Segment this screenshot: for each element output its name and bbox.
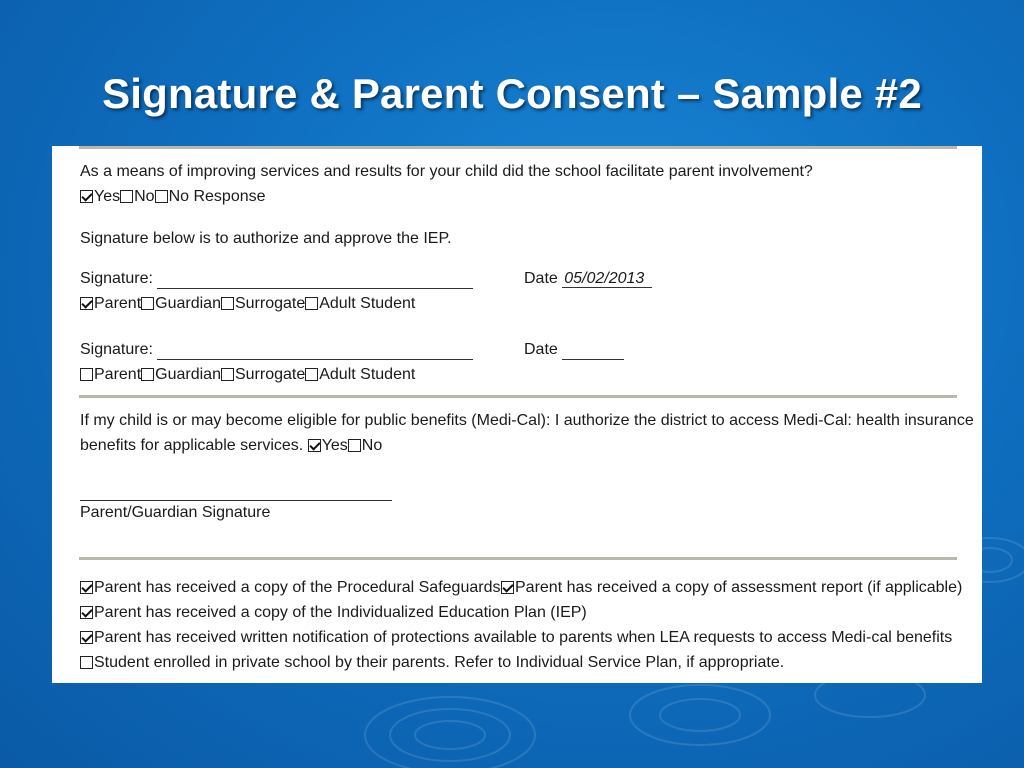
divider <box>79 395 957 398</box>
roles-row-2 <box>80 365 415 385</box>
signature-label: Signature: <box>80 270 153 287</box>
role-label: Guardian <box>155 366 221 383</box>
role-label: Guardian <box>155 295 221 312</box>
involvement-no-response-checkbox[interactable] <box>155 190 168 203</box>
medical-text: benefits for applicable services. <box>80 437 304 454</box>
ack-item <box>80 578 500 598</box>
role-parent-checkbox[interactable] <box>80 297 93 310</box>
role-label: Parent <box>94 366 142 383</box>
consent-form <box>52 146 982 683</box>
role-label: Surrogate <box>234 295 306 312</box>
signature-row-1 <box>80 269 473 289</box>
parent-signature-line[interactable] <box>80 500 392 501</box>
ack-item <box>80 603 587 623</box>
ack-label: Parent has received a copy of assessment report (if applicable) <box>515 579 963 596</box>
involvement-yes-checkbox[interactable] <box>80 190 93 203</box>
role-adult-student-checkbox[interactable] <box>305 368 318 381</box>
signature-label: Signature: <box>80 341 153 358</box>
ack-iep-copy-checkbox[interactable] <box>80 606 93 619</box>
medical-text-line-1: If my child is or may become eligible for public benefits (Medi-Cal): I authorize the district to access Medi-Cal: health insurance <box>80 412 974 429</box>
date-label: Date <box>524 270 558 287</box>
ack-item <box>80 628 952 648</box>
ack-item <box>80 653 784 673</box>
medical-no-checkbox[interactable] <box>348 439 361 452</box>
slide-title: Signature & Parent Consent – Sample #2 <box>102 70 922 117</box>
authorize-text: Signature below is to authorize and approve the IEP. <box>80 230 452 247</box>
signature-2-field[interactable] <box>157 343 473 360</box>
parent-signature-caption: Parent/Guardian Signature <box>80 504 271 521</box>
signature-row-2 <box>80 340 473 360</box>
role-label: Adult Student <box>319 366 416 383</box>
date-1-value[interactable]: 05/02/2013 <box>562 270 652 288</box>
ack-private-school-checkbox[interactable] <box>80 656 93 669</box>
ack-medi-cal-notification-checkbox[interactable] <box>80 631 93 644</box>
option-label: No <box>361 437 383 454</box>
role-adult-student-checkbox[interactable] <box>305 297 318 310</box>
involvement-no-checkbox[interactable] <box>120 190 133 203</box>
option-label: Yes <box>321 437 348 454</box>
role-guardian-checkbox[interactable] <box>141 297 154 310</box>
role-parent-checkbox[interactable] <box>80 368 93 381</box>
role-surrogate-checkbox[interactable] <box>221 297 234 310</box>
medical-yes-checkbox[interactable] <box>308 439 321 452</box>
role-label: Adult Student <box>319 295 416 312</box>
date-row-1 <box>524 269 652 289</box>
ack-label: Parent has received a copy of the Procedural Safeguards <box>94 579 501 596</box>
medical-text-line-2 <box>80 436 382 456</box>
divider <box>79 146 957 149</box>
date-2-field[interactable] <box>562 345 624 360</box>
date-label: Date <box>524 341 558 358</box>
divider <box>79 557 957 560</box>
date-row-2 <box>524 340 624 360</box>
option-label: No <box>134 188 155 205</box>
roles-row-1 <box>80 294 415 314</box>
option-label: No Response <box>168 188 266 205</box>
ack-label: Parent has received a copy of the Individualized Education Plan (IEP) <box>94 604 587 621</box>
ack-assessment-report-checkbox[interactable] <box>501 581 514 594</box>
ack-label: Student enrolled in private school by their parents. Refer to Individual Service Plan, if appropriate. <box>94 654 785 671</box>
signature-1-field[interactable] <box>157 272 473 289</box>
involvement-options <box>80 187 266 207</box>
role-guardian-checkbox[interactable] <box>141 368 154 381</box>
involvement-question: As a means of improving services and results for your child did the school facilitate parent involvement? <box>80 163 813 180</box>
role-label: Surrogate <box>234 366 306 383</box>
option-label: Yes <box>94 188 121 205</box>
ack-item <box>501 578 962 598</box>
role-label: Parent <box>94 295 142 312</box>
ack-label: Parent has received written notification of protections available to parents when LEA requests to access Medi-cal benefits <box>94 629 953 646</box>
role-surrogate-checkbox[interactable] <box>221 368 234 381</box>
ack-procedural-safeguards-checkbox[interactable] <box>80 581 93 594</box>
